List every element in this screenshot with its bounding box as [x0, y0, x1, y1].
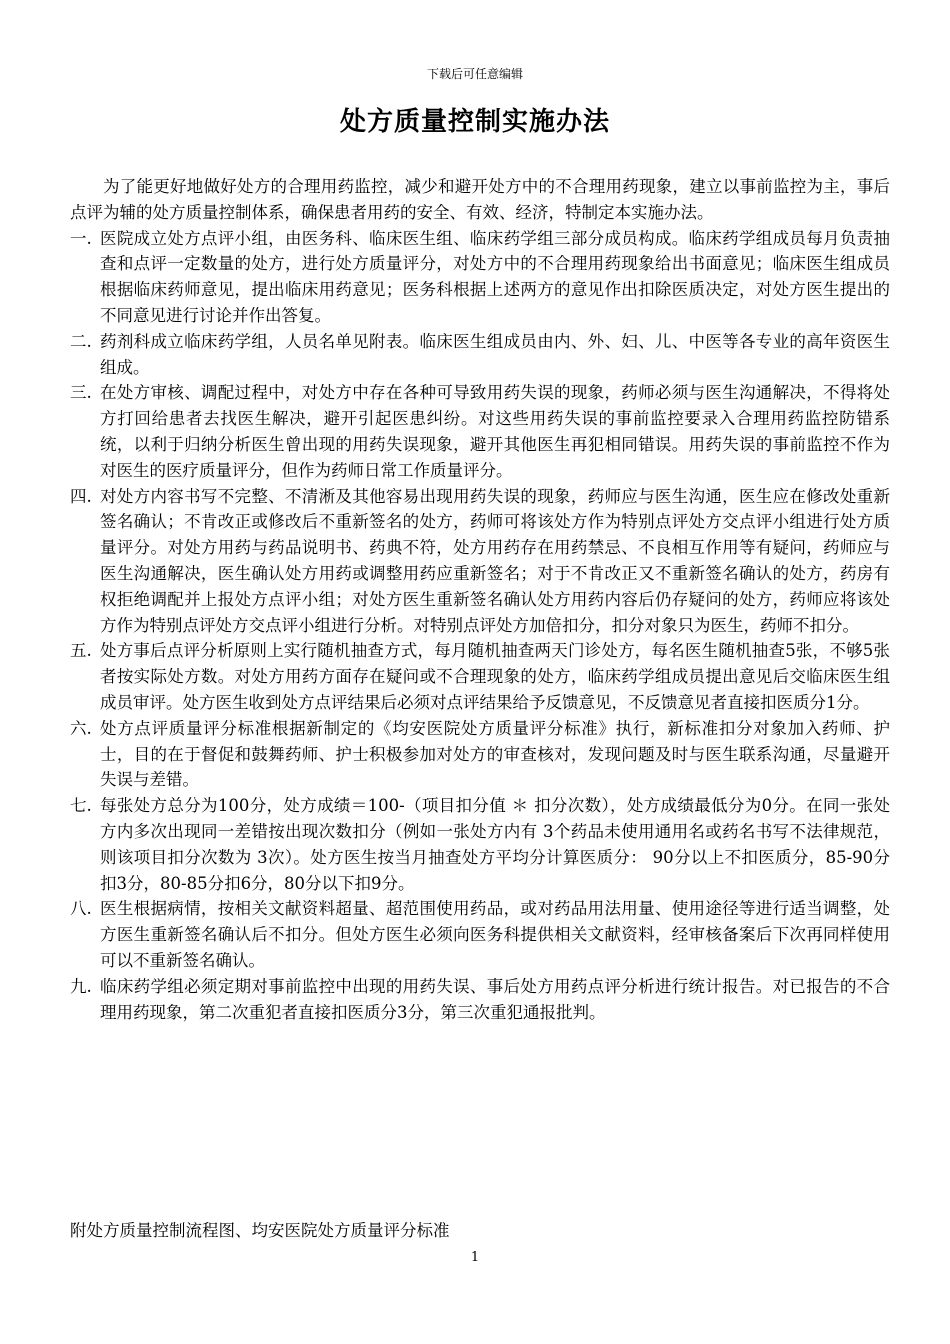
item-number: 七.	[70, 796, 92, 816]
intro-paragraph: 为了能更好地做好处方的合理用药监控，减少和避开处方中的不合理用药现象，建立以事前监控为主，事后点评为辅的处方质量控制体系，确保患者用药的安全、有效、经济，特制定本实施办法。	[70, 177, 890, 222]
item-number: 二.	[70, 331, 92, 351]
item-text: 在处方审核、调配过程中，对处方中存在各种可导致用药失误的现象，药师必须与医生沟通解决，不得将处方打回给患者去找医生解决，避开引起医患纠纷。对这些用药失误的事前监控要录入合理用药监控防错系统，以利于归纳分析医生曾出现的用药失误现象，避开其他医生再犯相同错误。用药失误的事前监控不作为对医生的医疗质量评分，但作为药师日常工作质量评分。	[100, 383, 890, 480]
list-item-2	[70, 329, 890, 381]
list-item-4	[70, 484, 890, 639]
list-item-1	[70, 226, 890, 329]
item-text: 临床药学组必须定期对事前监控中出现的用药失误、事后处方用药点评分析进行统计报告。对已报告的不合理用药现象，第二次重犯者直接扣医质分3分，第三次重犯通报批判。	[100, 976, 890, 1022]
list-item-8	[70, 896, 890, 973]
item-text: 医生根据病情，按相关文献资料超量、超范围使用药品，或对药品用法用量、使用途径等进行适当调整，处方医生重新签名确认后不扣分。但处方医生必须向医务科提供相关文献资料，经审核备案后下次再同样使用可以不重新签名确认。	[100, 899, 890, 970]
page-number: 1	[470, 1250, 480, 1265]
list-item-6	[70, 716, 890, 793]
item-number: 九.	[70, 976, 92, 996]
list-item-3	[70, 380, 890, 483]
list-item-5	[70, 638, 890, 715]
item-text: 处方事后点评分析原则上实行随机抽查方式，每月随机抽查两天门诊处方，每名医生随机抽查5张，不够5张者按实际处方数。对处方用药方面存在疑问或不合理现象的处方，临床药学组成员提出意见后交临床医生组成员审评。处方医生收到处方点评结果后必须对点评结果给予反馈意见，不反馈意见者直接扣医质分1分。	[100, 641, 890, 712]
item-text: 每张处方总分为100分，处方成绩＝100-（项目扣分值 ＊ 扣分次数），处方成绩最低分为0分。在同一张处方内多次出现同一差错按出现次数扣分（例如一张处方内有 3个药品未使用通用名或药名书写不法律规范，则该项目扣分次数为 3次）。处方医生按当月抽查处方平均分计算医质分： 90分以上不扣医质分，85-90分扣3分，80-85分扣6分，80分以下扣9分。	[100, 796, 890, 893]
item-text: 对处方内容书写不完整、不清淅及其他容易出现用药失误的现象，药师应与医生沟通，医生应在修改处重新签名确认；不肯改正或修改后不重新签名的处方，药师可将该处方作为特别点评处方交点评小组进行处方质量评分。对处方用药与药品说明书、药典不符，处方用药存在用药禁忌、不良相互作用等有疑问，药师应与医生沟通解决，医生确认处方用药或调整用药应重新签名；对于不肯改正又不重新签名确认的处方，药房有权拒绝调配并上报处方点评小组；对处方医生重新签名确认处方用药内容后仍存疑问的处方，药师应将该处方作为特别点评处方交点评小组进行分析。对特别点评处方加倍扣分，扣分对象只为医生，药师不扣分。	[100, 486, 890, 635]
document-body	[70, 174, 890, 1025]
item-number: 六.	[70, 718, 92, 738]
item-number: 四.	[70, 486, 92, 506]
document-title: 处方质量控制实施办法	[339, 107, 610, 137]
item-text: 处方点评质量评分标准根据新制定的《均安医院处方质量评分标准》执行，新标准扣分对象加入药师、护士，目的在于督促和鼓舞药师、护士积极参加对处方的审查核对，发现问题及时与医生联系沟通，尽量避开失误与差错。	[100, 718, 890, 790]
item-text: 药剂科成立临床药学组，人员名单见附表。临床医生组成员由内、外、妇、儿、中医等各专业的高年资医生组成。	[100, 331, 890, 377]
item-number: 三.	[70, 383, 92, 403]
list-item-7	[70, 793, 890, 896]
appendix-note: 附处方质量控制流程图、均安医院处方质量评分标准	[70, 1221, 450, 1240]
item-number: 八.	[70, 899, 92, 919]
page-header: 下载后可任意编辑	[426, 67, 523, 81]
item-text: 医院成立处方点评小组，由医务科、临床医生组、临床药学组三部分成员构成。临床药学组成员每月负责抽查和点评一定数量的处方，进行处方质量评分，对处方中的不合理用药现象给出书面意见；临床医生组成员根据临床药师意见，提出临床用药意见；医务科根据上述两方的意见作出扣除医质决定，对处方医生提出的不同意见进行讨论并作出答复。	[100, 228, 890, 325]
item-number: 一.	[70, 228, 92, 248]
list-item-9	[70, 974, 890, 1026]
item-number: 五.	[70, 641, 92, 661]
